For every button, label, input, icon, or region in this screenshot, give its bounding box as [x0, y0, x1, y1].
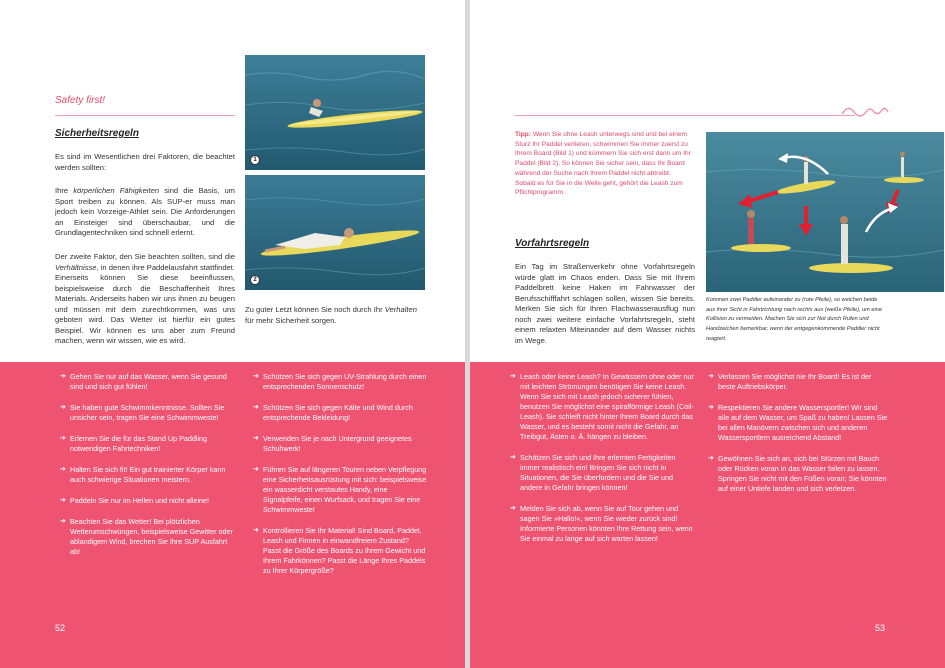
bullet-text: Melden Sie sich ab, wenn Sie auf Tour gehen und sagen Sie »Hallo!«, wenn Sie wieder zurück sind! Informierte Personen könnten Ihre Rettung sein, wenn Sie einmal zu lange auf sich warten lassen! — [520, 504, 693, 543]
bullet-text: Halten Sie sich fit! Ein gut trainierter Körper kann auch schwierige Situationen meistern. — [70, 465, 226, 484]
bullet-arrow-icon: ➜ — [60, 497, 66, 504]
bullet-item — [60, 496, 235, 506]
bullet-text: Erlernen Sie die für das Stand Up Paddling notwendigen Fahrtechniken! — [70, 434, 208, 453]
bullet-text: Verlassen Sie möglichst nie Ihr Board! Es ist der beste Auftriebskörper. — [718, 372, 872, 391]
tip-box: Tipp: Wenn Sie ohne Leash unterwegs sind und bei einem Sturz Ihr Paddel verlieren, schwimmen Sie immer zuerst zu Ihrem Board (Bild 1) und kümmern Sie sich erst dann um Ihr Paddel (Bild 2). So können Sie sicher sein, dass Ihr Board während der Suche nach Ihrem Paddel nicht abtreibt. Sobald es für Sie in die Welle geht, gehört die Leash zum Pflichtprogramm. — [515, 131, 691, 197]
bullet-text: Gewöhnen Sie sich an, sich bei Stürzen mit Bauch oder Rücken voran in das Wasser fallen zu lassen. Springen Sie nicht mit den Füßen voran; Sie könnten auf einer Untiefe landen und sich verletzen. — [718, 454, 887, 493]
left-page — [0, 0, 465, 668]
safety-list-left — [60, 372, 235, 568]
intro-paragraph: Es sind im Wesentlichen drei Faktoren, die beachtet werden sollten: — [55, 152, 235, 172]
right-of-way-paragraph: Ein Tag im Straßenverkehr ohne Vorfahrtsregeln würde glatt im Chaos enden. Dass Sie mit Ihrem Paddelbrett keine Haken im Fahrwasser der Berufsschifffahrt schlagen sollen, wissen Sie bereits. Merken Sie sich für Ihren Flachwasserausflug nun noch zwei weitere einfache Vorfahrtsregeln, steht einem relaxten Miteinander auf dem Wasser nichts im Wege. — [515, 262, 695, 345]
bullet-item — [510, 504, 696, 544]
bullet-arrow-icon: ➜ — [60, 466, 66, 473]
bullet-text: Schätzen Sie sich und Ihre erlernten Fertigkeiten immer realistisch ein! Bringen Sie sich nicht in Situationen, die Sie überfordern und die Sie und andere in Gefahr bringen können! — [520, 453, 676, 492]
bullet-arrow-icon: ➜ — [60, 404, 66, 411]
section-tag: Safety first! — [55, 95, 106, 106]
bullet-item — [60, 372, 235, 392]
bullet-arrow-icon: ➜ — [253, 527, 259, 534]
photo-swimmer-to-board — [245, 55, 425, 170]
bullet-arrow-icon: ➜ — [510, 373, 516, 380]
bullet-text: Beachten Sie das Wetter! Bei plötzlichen Wetterumschwüngen, beispielsweise Gewitter oder ablandigem Wind, brechen Sie Ihre SUP Ausfahrt ab! — [70, 517, 233, 556]
right-list-right — [708, 372, 890, 505]
bullet-item — [708, 372, 890, 392]
bullet-item — [510, 453, 696, 493]
bullet-arrow-icon: ➜ — [708, 455, 714, 462]
bullet-text: Kontrollieren Sie Ihr Material! Sind Board, Paddel, Leash und Finnen in einwandfreiem Zustand? Passt die Größe des Boards zu Ihrem Gewicht und Ihrem Fahrkönnen? Passt die Länge Ihres Paddels zu Ihrer Körpergröße? — [263, 526, 426, 575]
bullet-arrow-icon: ➜ — [253, 404, 259, 411]
bullet-text: Verwenden Sie je nach Untergrund geeignetes Schuhwerk! — [263, 434, 412, 453]
bullet-text: Führen Sie auf längeren Touren neben Verpflegung eine Sicherheitsausrüstung mit sich: beispielsweise ein wasserdicht verstautes Handy, eine Signalpfeife, einen Wurfsack, und tragen Sie eine Schwimmweste! — [263, 465, 427, 514]
bullet-arrow-icon: ➜ — [510, 505, 516, 512]
heading-sicherheitsregeln: Sicherheitsregeln — [55, 128, 139, 139]
bullet-arrow-icon: ➜ — [253, 373, 259, 380]
tip-label: Tipp: — [515, 131, 531, 138]
bullet-text: Schützen Sie sich gegen Kälte und Wind durch entsprechende Bekleidung! — [263, 403, 413, 422]
bullet-item — [60, 403, 235, 423]
bullet-item — [60, 465, 235, 485]
page-number-right: 53 — [875, 623, 886, 633]
section-divider-right — [515, 115, 855, 116]
bullet-item — [253, 403, 428, 423]
photo-caption: Kommen zwei Paddler aufeinander zu (rote Pfeile), so weichen beide aus ihrer Sicht in Fahrtrichtung nach rechts aus (weiße Pfeile), um eine Kollision zu vermeiden. Machen Sie sich zur Not durch Rufen und Handzeichen bemerkbar, wenn der entgegenkommende Paddler nicht reagiert. — [706, 297, 882, 342]
photo-two-paddlers — [706, 132, 944, 292]
paragraph-physical-abilities: Ihre körperlichen Fähigkeiten sind die Basis, um Sport treiben zu können. Als SUP-er muss man jedoch kein Vorzeige-Athlet sein. Die Anforderungen an Einsteiger sind überschaubar, und die Grundlagentechniken sind schnell erlernt. — [55, 186, 235, 237]
tip-text-leash: Sobald es für Sie in die Welle geht, gehört die Leash zum Pflichtprogramm. — [515, 179, 683, 197]
bullet-text: Respektieren Sie andere Wassersportler! Wir sind alle auf dem Wasser, um Spaß zu haben! Lassen Sie bei allen Manövern zwischen sich und anderen Wassersportlern ausreichend Abstand! — [718, 403, 888, 442]
bullet-item — [708, 403, 890, 443]
bullet-item — [253, 434, 428, 454]
bullet-item — [60, 434, 235, 454]
section-divider — [55, 115, 235, 116]
bullet-arrow-icon: ➜ — [708, 404, 714, 411]
bullet-item — [510, 372, 696, 442]
bullet-item — [253, 526, 428, 576]
paragraph-behavior: Zu guter Letzt können Sie noch durch Ihr Verhalten für mehr Sicherheit sorgen. — [245, 305, 417, 325]
page-number-left: 52 — [55, 623, 66, 633]
bullet-item — [253, 465, 428, 515]
bullet-item — [253, 372, 428, 392]
heading-vorfahrtsregeln: Vorfahrtsregeln — [515, 238, 590, 249]
bullet-text: Paddeln Sie nur im Hellen und nicht alleine! — [70, 496, 210, 505]
right-tips-band — [470, 362, 945, 668]
bullet-text: Leash oder keine Leash? In Gewässern ohne oder nur mit leichten Strömungen benötigen Sie keine Leash. Wenn Sie sich mit Leash jedoch sicherer fühlen, benutzen Sie möglichst eine spiralförmige Leash (Coil-Leash). Sie schleift nicht hinter Ihrem Board durch das Wasser, und es besteht somit nicht die Gefahr, an Treibgut, Ästen o. Ä. hängen zu bleiben. — [520, 372, 694, 441]
right-page — [470, 0, 945, 668]
decorative-swirl-icon — [840, 100, 890, 120]
bullet-item — [60, 517, 235, 557]
bullet-text: Schützen Sie sich gegen UV-Strahlung durch einen entsprechenden Sonnenschutz! — [263, 372, 427, 391]
bullet-arrow-icon: ➜ — [60, 373, 66, 380]
photo-swimmer-on-board — [245, 175, 425, 290]
bullet-arrow-icon: ➜ — [253, 435, 259, 442]
safety-tips-band — [0, 362, 465, 668]
right-list-left — [510, 372, 696, 555]
safety-list-right — [253, 372, 428, 587]
photo-number-1: 1 — [250, 155, 260, 165]
bullet-text: Gehen Sie nur auf das Wasser, wenn Sie gesund sind und sich gut fühlen! — [70, 372, 227, 391]
bullet-item — [708, 454, 890, 494]
bullet-arrow-icon: ➜ — [708, 373, 714, 380]
bullet-arrow-icon: ➜ — [510, 454, 516, 461]
bullet-arrow-icon: ➜ — [60, 518, 66, 525]
paragraph-conditions: Der zweite Faktor, den Sie beachten sollten, sind die Verhältnisse, in denen ihre Paddelausfahrt stattfindet. Einerseits können Sie diese beeinflussen, beispielsweise durch die Beschaffenheit Ihres Materials. Anderseits haben wir uns ihnen zu beugen und müssen mit dem zurechtkommen, was uns geboten wird. Das Wetter ist hierfür ein gutes Beispiel. Wir können es uns aber zum Freund machen, wenn wir wissen, wie es wird. — [55, 252, 235, 345]
bullet-arrow-icon: ➜ — [60, 435, 66, 442]
photo-number-2: 2 — [250, 275, 260, 285]
bullet-arrow-icon: ➜ — [253, 466, 259, 473]
bullet-text: Sie haben gute Schwimmkenntnisse. Sollten Sie unsicher sein, tragen Sie eine Schwimmweste! — [70, 403, 225, 422]
